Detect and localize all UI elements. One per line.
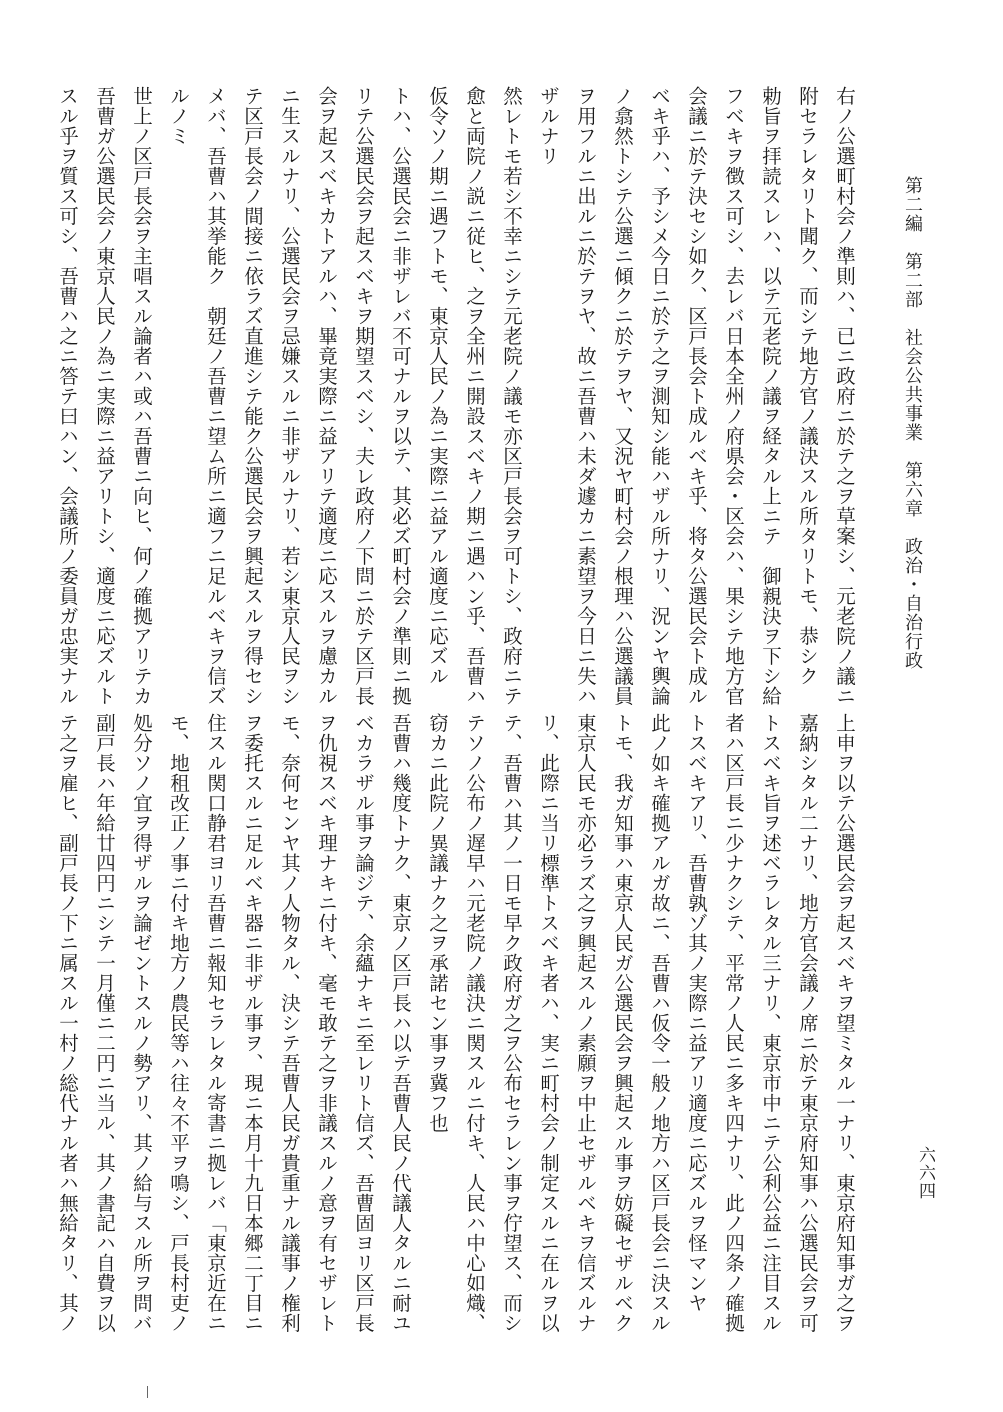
lower-text-block bbox=[56, 713, 863, 1333]
text-column: モ、奈何センヤ其ノ人物タル、決シテ吾曹人民ガ貴重ナル議事ノ権利 bbox=[278, 713, 301, 1333]
text-column: ノ翕然トシテ公選ニ傾クニ於テヲヤ、又況ヤ町村会ノ根理ハ公選議員 bbox=[611, 86, 634, 706]
text-column: ザルナリ bbox=[537, 86, 560, 166]
upper-text-block bbox=[56, 86, 863, 706]
text-column: 処分ソノ宜ヲ得ザルヲ論ゼントスルノ勢アリ、其ノ給与スル所ヲ問バ bbox=[130, 713, 153, 1333]
text-column: ヲ仇視スベキ理ナキニ付キ、毫モ敢テ之ヲ非議スルノ意ヲ有セザレト bbox=[315, 713, 338, 1333]
text-column: 嘉納シタル二ナリ、地方官会議ノ席ニ於テ東京府知事ハ公選民会ヲ可 bbox=[796, 713, 819, 1333]
text-column: 仮令ソノ期ニ遇フトモ、東京人民ノ為ニ実際ニ益アル適度ニ応ズル bbox=[426, 86, 449, 686]
text-column: 吾曹ハ幾度トナク、東京ノ区戸長ハ以テ吾曹人民ノ代議人タルニ耐ユ bbox=[389, 713, 412, 1333]
text-column: トスベキアリ、吾曹孰ゾ其ノ実際ニ益アリ適度ニ応ズルヲ怪マンヤ bbox=[685, 713, 708, 1313]
text-column: スル乎ヲ質ス可シ、吾曹ハ之ニ答テ曰ハン、会議所ノ委員ガ忠実ナル bbox=[56, 86, 79, 706]
text-column: 愈と両院ノ説ニ従ヒ、之ヲ全州ニ開設スベキノ期ニ遇ハン乎、吾曹ハ bbox=[463, 86, 486, 706]
text-column: リ、此際ニ当リ標準トスベキ者ハ、実ニ町村会ノ制定スルニ在ルヲ以 bbox=[537, 713, 560, 1333]
text-column: ニ生スルナリ、公選民会ヲ忌嫌スルニ非ザルナリ、若シ東京人民ヲシ bbox=[278, 86, 301, 706]
text-column: 然レトモ若シ不幸ニシテ元老院ノ議モ亦区戸長会ヲ可トシ、政府ニテ bbox=[500, 86, 523, 706]
scan-mark bbox=[147, 1386, 148, 1398]
text-column: テソノ公布ノ遅早ハ元老院ノ議決ニ関スルニ付キ、人民ハ中心如熾、 bbox=[463, 713, 486, 1333]
text-column: ベキ乎ハ、予シメ今日ニ於テ之ヲ測知シ能ハザル所ナリ、況ンヤ輿論 bbox=[648, 86, 671, 706]
text-column: 住スル関口静君ヨリ吾曹ニ報知セラレタル寄書ニ拠レバ「東京近在ニ bbox=[204, 713, 227, 1333]
text-column: 吾曹ガ公選民会ノ東京人民ノ為ニ実際ニ益アリトシ、適度ニ応ズルト bbox=[93, 86, 116, 706]
text-column: トスベキ旨ヲ述ベラレタル三ナリ、東京市中ニテ公利公益ニ注目スル bbox=[759, 713, 782, 1333]
page-number: 六六四 bbox=[915, 1146, 935, 1200]
text-column: 会議ニ於テ決セシ如ク、区戸長会ト成ルベキ乎、将タ公選民会ト成ル bbox=[685, 86, 708, 706]
text-column: 世上ノ区戸長会ヲ主唱スル論者ハ或ハ吾曹ニ向ヒ、何ノ確拠アリテカ bbox=[130, 86, 153, 706]
text-column: ヲ委托スルニ足ルベキ器ニ非ザル事ヲ、現ニ本月十九日本郷二丁目ニ bbox=[241, 713, 264, 1333]
text-column: ヲ用フルニ出ルニ於テヲヤ、故ニ吾曹ハ未ダ遽カニ素望ヲ今日ニ失ハ bbox=[574, 86, 597, 706]
text-column: ルノミ bbox=[167, 86, 190, 146]
text-column: 附セラレタリト聞ク、而シテ地方官ノ議決スル所タリトモ、恭シク bbox=[796, 86, 819, 686]
text-column: 東京人民モ亦必ラズ之ヲ興起スルノ素願ヲ中止セザルベキヲ信ズルナ bbox=[574, 713, 597, 1333]
text-column: 会ヲ起スベキカトアルハ、畢竟実際ニ益アリテ適度ニ応スルヲ慮カル bbox=[315, 86, 338, 706]
text-column: リテ公選民会ヲ起スベキヲ期望スベシ、夫レ政府ノ下問ニ於テ区戸長 bbox=[352, 86, 375, 706]
text-column: ベカラザル事ヲ論ジテ、余蘊ナキニ至レリト信ズ、吾曹固ヨリ区戸長 bbox=[352, 713, 375, 1333]
running-header: 第二編 第二部 社会公共事業 第六章 政治・自治行政 bbox=[902, 176, 923, 670]
text-column: 勅旨ヲ拝読スレハ、以テ元老院ノ議ヲ経タル上ニテ 御親決ヲ下シ給 bbox=[759, 86, 782, 706]
text-column: 此ノ如キ確拠アルガ故ニ、吾曹ハ仮令一般ノ地方ハ区戸長会ニ決スル bbox=[648, 713, 671, 1333]
text-column: 者ハ区戸長ニ少ナクシテ、平常ノ人民ニ多キ四ナリ、此ノ四条ノ確拠 bbox=[722, 713, 745, 1333]
text-column: フベキヲ徴ス可シ、去レバ日本全州ノ府県会・区会ハ、果シテ地方官 bbox=[722, 86, 745, 706]
text-column: テ、吾曹ハ其ノ一日モ早ク政府ガ之ヲ公布セラレン事ヲ佇望ス、而シ bbox=[500, 713, 523, 1333]
text-column: 上申ヲ以テ公選民会ヲ起スベキヲ望ミタル一ナリ、東京府知事ガ之ヲ bbox=[833, 713, 856, 1333]
text-column: トモ、我ガ知事ハ東京人民ガ公選民会ヲ興起スル事ヲ妨礙セザルベク bbox=[611, 713, 634, 1333]
text-column: トハ、公選民会ニ非ザレバ不可ナルヲ以テ、其必ズ町村会ノ準則ニ拠 bbox=[389, 86, 412, 706]
text-column: テ之ヲ雇ヒ、副戸長ノ下ニ属スル一村ノ総代ナル者ハ無給タリ、其ノ bbox=[56, 713, 79, 1333]
text-column: 副戸長ハ年給廿四円ニシテ一月僅ニ二円ニ当ル、其ノ書記ハ自費ヲ以 bbox=[93, 713, 116, 1333]
text-column: 窃カニ此院ノ異議ナク之ヲ承諾セン事ヲ冀フ也 bbox=[426, 713, 449, 1133]
text-column: メバ、吾曹ハ其挙能ク 朝廷ノ吾曹ニ望ム所ニ適フニ足ルベキヲ信ズ bbox=[204, 86, 227, 706]
text-column: テ区戸長会ノ間接ニ依ラズ直進シテ能ク公選民会ヲ興起スルヲ得セシ bbox=[241, 86, 264, 706]
text-column: モ、地租改正ノ事ニ付キ地方ノ農民等ハ往々不平ヲ鳴シ、戸長村吏ノ bbox=[167, 713, 190, 1333]
text-column: 右ノ公選町村会ノ準則ハ、已ニ政府ニ於テ之ヲ草案シ、元老院ノ議ニ bbox=[833, 86, 856, 706]
